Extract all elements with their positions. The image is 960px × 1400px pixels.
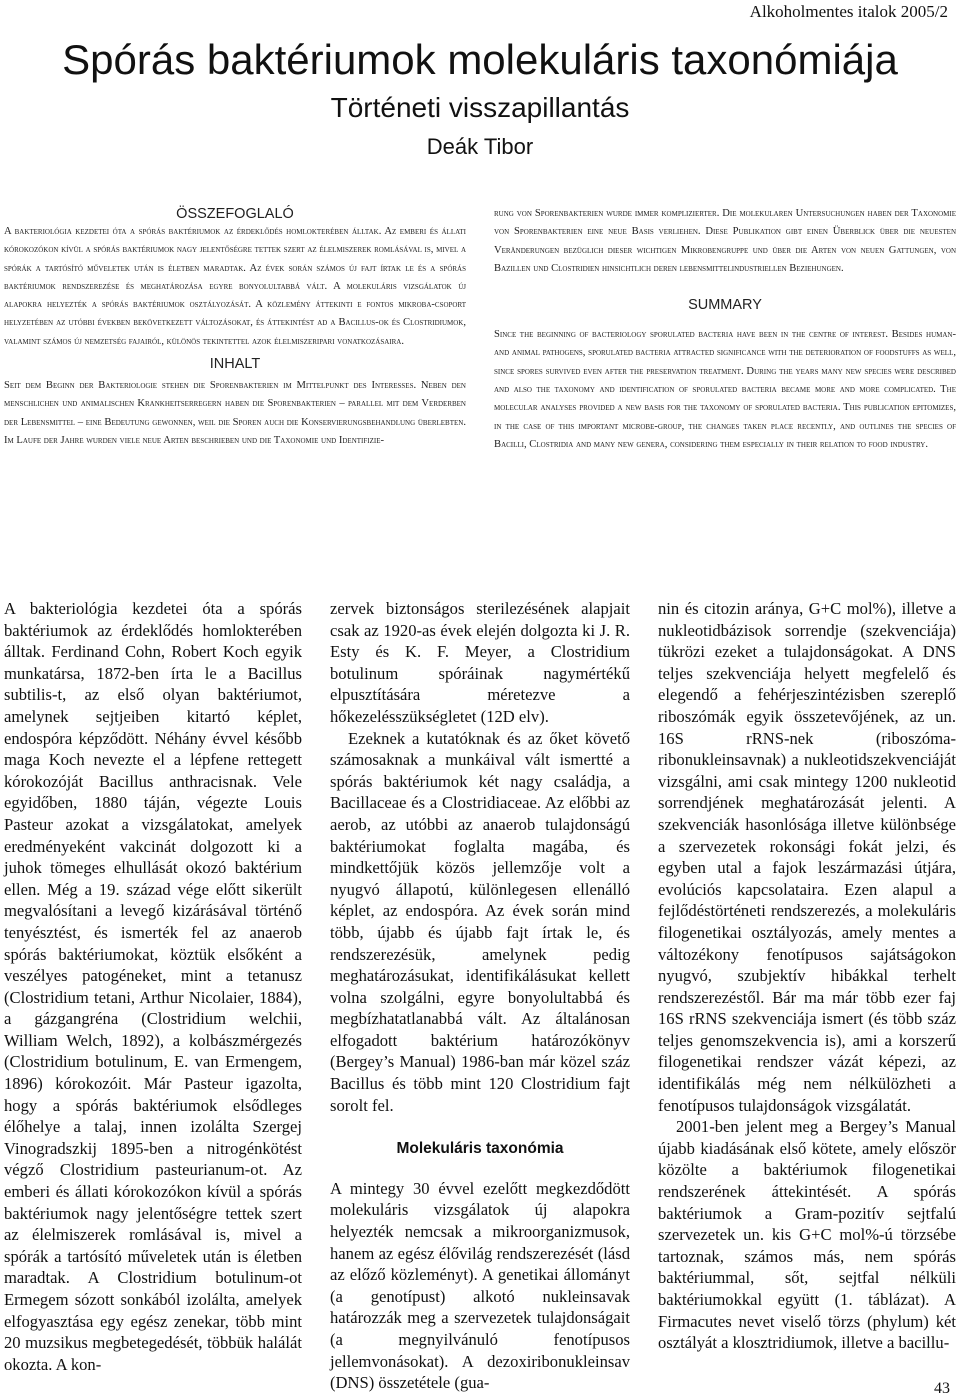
german-abstract-text-continued: rung von Sporenbakterien wurde immer komplizierter. Die molekularen Untersuchungen haben der Taxonomie von Sporenbakterien eine neue Basis verliehen. Diese Publikation gibt einen Überblick über die neuesten Veränderungen bezüglich dieser wichtigen Mikrobengruppe und über die Arten von neuen Gattungen, von Bazillen und Clostridien hinsichtlich deren lebensmittelindustriellen Beziehungen. [494,208,956,274]
body-paragraph: A mintegy 30 évvel ezelőtt megkezdődött molekuláris vizsgálatok új alapokra helyezték nemcsak a mikroorganizmusok, hanem az egész élővilág rendszerezését (lásd az előző közleményt). A genetikai állományt (a genotípust) alkotó nukleinsavak határozzák meg a szervezetek tulajdonságait (a megnyilvánuló fenotípusos jellemvonásokat). A dezoxiribonukleinsav (DNS) összetétele (gua- [330,1178,630,1393]
hungarian-abstract-heading: ÖSSZEFOGLALÓ [176,206,294,222]
body-column-3 [658,598,956,1354]
author-name: Deák Tibor [426,134,534,159]
english-abstract-heading: SUMMARY [688,297,762,314]
body-paragraph: nin és citozin aránya, G+C mol%), illetve a nukleotidbázisok sorrendje (szekvenciája) tükrözi ezeket a tulajdonságokat. A DNS teljes szekvenciája helyett megfelelő és elegendő a fehérjeszintézisben szereplő riboszómák egyik összetevőjének, az un. 16S rRNS-nek (riboszóma-ribonukleinsavnak) a nukleotidszekvenciáját vizsgálni, ami csak mintegy 1200 nukleotid sorrendjének meghatározását jelenti. A szekvenciák hasonlósága illetve különbsége a szervezetek rokonsági fokát jelzi, és egyben utal a fajok leszármazási útjára, evolúciós kapcsolataira. Ezen alapul a fejlődéstörténeti rendszerezés, a molekuláris filogenetikai osztályozás, amely mentes a változékony fenotípusos sajátságokon nyugvó, szubjektív hibákkal terhelt rendszerezéstől. Bár ma már több ezer faj 16S rRNS szekvenciája ismert (és több száz teljes genomszekvencia is), ami a korszerű filogenetikai rendszer vázát képezi, az identifikálás még nem nélkülözheti a fenotípusos tulajdonságok vizsgálatát. [658,599,956,1115]
abstract-right-column [494,205,956,454]
article-title: Spórás baktériumok molekuláris taxonómiája [62,36,898,83]
article-subtitle: Történeti visszapillantás [330,92,630,123]
body-paragraph: Ezeknek a kutatóknak és az őket követő számosaknak a munkáival vált ismertté a spórás baktériumok két nagy családja, a Bacillaceae és a Clostridiaceae. Az előbbi az aerob, az utóbbi az anaerob tulajdonságú baktériumokat foglalta magába, és mindkettőjük közös jellemzője volt a nyugvó állapotú, különlegesen ellenálló képlet, az endospóra. Az évek során mind több, újabb és újabb fajt írtak le, és rendszerezésük, amelynek pedig meghatározásukat, identifikálásukat kellett volna szolgálni, egyre bonyolultabbá és megbízhatatlanabbá vált. Az általánosan elfogadott baktérium határozókönyv (Bergey’s Manual) 1986-ban már közel száz Bacillus és több mint 120 Clostridium fajt sorolt fel. [330,728,630,1115]
abstract-left-column [4,205,466,450]
german-abstract-text: Seit dem Beginn der Bakteriologie stehen die Sporenbakterien im Mittelpunkt des Interesses. Neben den menschlichen und animalischen Krankheitserregern haben die Sporenbakterien – parallel mit dem Verderben der Lebensmittel – eine Bedeutung gewonnen, weil die Sporen auch die Konservierungsbehandlung überlebten. Im Laufe der Jahre wurden viele neue Arten beschrieben und die Taxonomie und Identifizie- [4,380,466,446]
body-column-1 [4,598,302,1375]
running-header: Alkoholmentes italok 2005/2 [749,2,948,21]
body-paragraph: zervek biztonságos sterilezésének alapjait csak az 1920-as évek elején dolgozta ki J. R. Esty és K. F. Meyer, a Clostridium botulinum spóráinak nagymértékű elpusztítására méretezve a hőkezelésszükségletet (12D elv). [330,599,630,726]
body-column-2 [330,598,630,1394]
page-number: 43 [934,1380,950,1397]
german-abstract-heading: INHALT [209,356,261,373]
body-paragraph: A bakteriológia kezdetei óta a spórás baktériumok az érdeklődés homlokterében álltak. Ferdinand Cohn, Robert Koch egyik munkatársa, 1872-ben írta le a Bacillus subtilis-t, az első olyan baktériumot, amelynek sejtjeiben kitartó képlet, endospóra képződött. Néhány évvel később maga Koch nevezte el a lépfene rettegett kórokozóját Bacillus anthracisnak. Vele egyidőben, 1880 táján, végezte Louis Pasteur azokat a vizsgálatokat, amelyek eredményeként vakcinát dolgozott ki a juhok tömeges elhullását okozó baktérium ellen. Még a 19. század vége előtt sikerült megvalósítani a levegő kizárásával történő tenyésztést, és ismerték fel az anaerob spórás baktériumokat, köztük elsőként a veszélyes patogéneket, mint a tetanusz (Clostridium tetani, Arthur Nicolaier, 1884), a gázgangréna (Clostridium welchii, William Welch, 1892), a kolbászmérgezés (Clostridium botulinum, E. van Ermengem, 1896) kórokozóit. Már Pasteur igazolta, hogy a spórás baktériumok elsődleges élőhelye a talaj, innen izolálta Szergej Vinogradszkij 1895-ben a nitrogénkötést végző Clostridium pasteurianum-ot. Az emberi és állati kórokozókon kívül a spórás baktériumok nagy jelentőségre tettek szert az élelmiszerek romlásával is, mivel a spórák a tartósító műveletek után is életben maradtak. A Clostridium botulinum-ot Ermegem sózott sonkából izolálta, amelyek elfogyasztása egy egész zenekar, több mint 20 muzsikus megbetegedését, többük halálát okozta. A kon- [4,599,302,1374]
section-heading: Molekuláris taxonómia [396,1140,564,1158]
body-paragraph: 2001-ben jelent meg a Bergey’s Manual újabb kiadásának első kötete, amely először közölte a baktériumok filogenetikai rendszerének áttekintését. A spórás baktériumok a Gram-pozitív sejtfalú szervezetek un. kis G+C mol%-ú törzsébe tartoznak, számos más, nem spórás baktériummal, sőt, sejtfal nélküli baktériumokkal együtt (1. táblázat). A Firmacutes nevet viselő törzs (phylum) két osztályát a klosztridiumok, illetve a bacillu- [658,1117,956,1353]
hungarian-abstract-text: A bakteriológia kezdetei óta a spórás baktériumok az érdeklődés homlokterében álltak. Az emberi és állati kórokozókon kívül a spórás baktériumok nagy jelentőségre tettek szert az élelmiszerek romlásával is, mivel a spórák a tartósító műveletek után is életben maradtak. Az évek során számos új fajt írtak le és a spórás baktériumok rendszerezése és meghatározása egyre bonyolultabbá vált. A molekuláris vizsgálatok új alapokra helyezték a spórás baktériumok osztályozását. A közlemény áttekinti e fontos mikroba-csoport helyzetében az utóbbi években bekövetkezett változásokat, és áttekintést ad a Bacillus-ok és Clostridiumok, valamint számos új nemzetség fajairól, különös tekintettel azok élelmiszeripari vonatkozásaira. [4,226,466,347]
english-abstract-text: Since the beginning of bacteriology sporulated bacteria have been in the centre of interest. Besides human- and animal pathogens, sporulated bacteria attracted significance with the deterioration of foodstuffs as well, since spores survived even after the preservation treatment. During the years many new species were described and also the taxonomy and identification of sporulated bacteria became more and more complicated. The molecular analyses provided a new basis for the taxonomy of sporulated bacteria. This publication epitomizes, in the case of this important microbe-group, the changes taken place recently, and outlines the species of Bacilli, Clostridia and many new genera, considering them especially in their relation to food industry. [494,329,956,450]
